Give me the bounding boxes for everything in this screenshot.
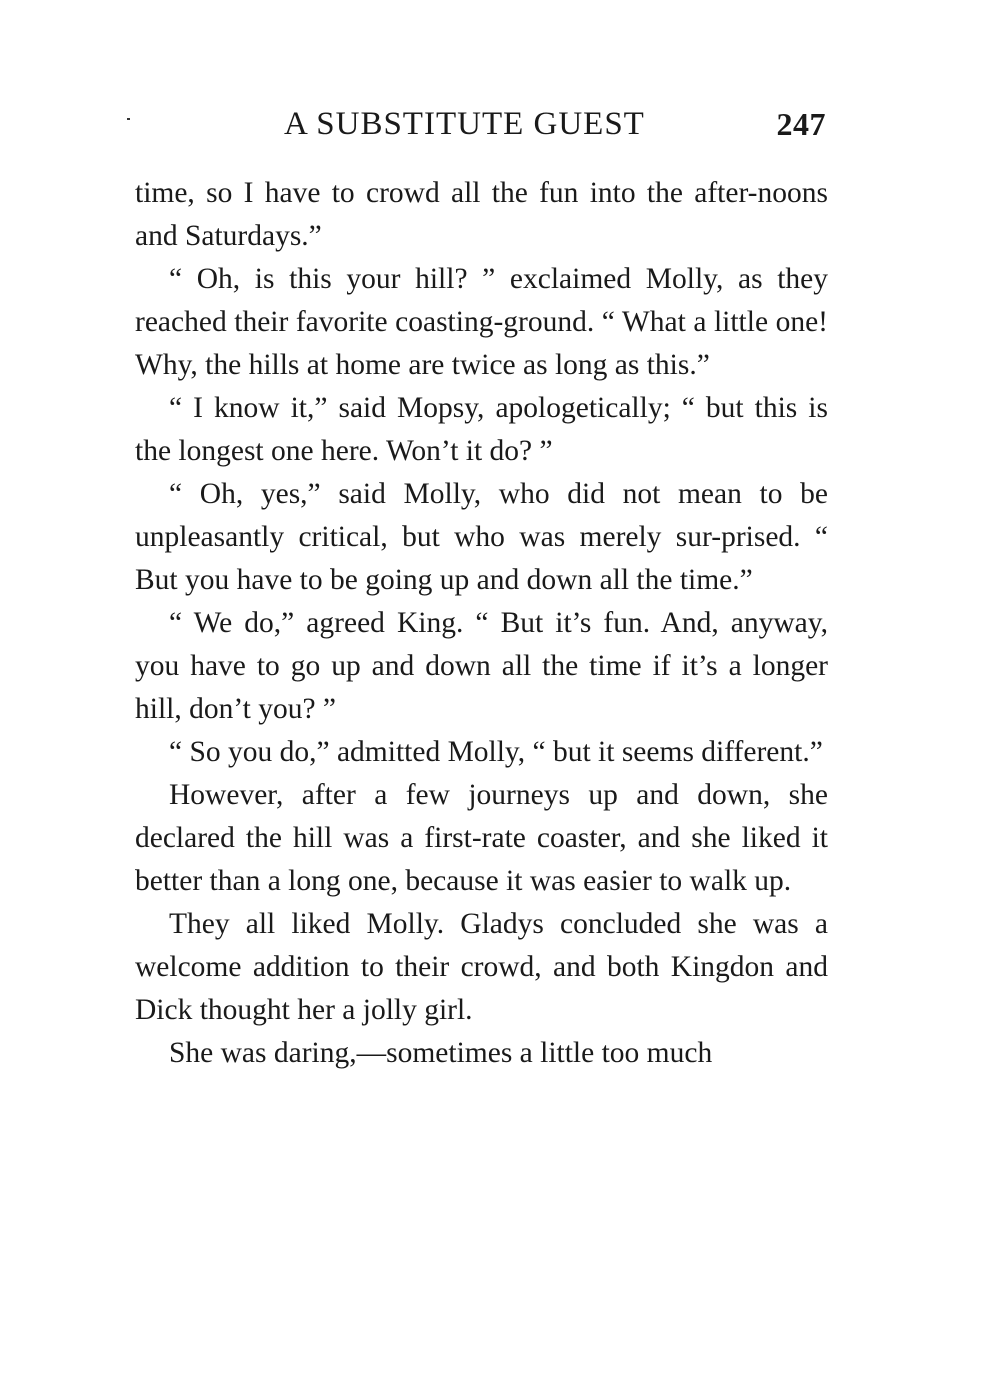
paragraph: They all liked Molly. Gladys concluded she was a welcome addition to their crowd, and both Kingdon and Dick thought her a jolly girl.	[135, 908, 828, 1026]
page-header	[135, 106, 830, 152]
paragraph: “ Oh, yes,” said Molly, who did not mean to be unpleasantly critical, but who was merely sur-prised. “ But you have to be going up and down all the time.”	[135, 478, 828, 596]
paragraph: “ So you do,” admitted Molly, “ but it seems different.”	[169, 736, 823, 768]
paragraph: “ We do,” agreed King. “ But it’s fun. And, anyway, you have to go up and down all the time if it’s a longer hill, don’t you? ”	[135, 607, 828, 725]
paragraph: “ I know it,” said Mopsy, apologetically; “ but this is the longest one here. Won’t it do? ”	[135, 392, 828, 467]
running-head: A SUBSTITUTE GUEST	[284, 106, 645, 142]
paragraph: time, so I have to crowd all the fun into the after-noons and Saturdays.”	[135, 177, 828, 252]
paragraph: “ Oh, is this your hill? ” exclaimed Molly, as they reached their favorite coasting-ground. “ What a little one! Why, the hills at home are twice as long as this.”	[135, 263, 828, 381]
body-text	[135, 172, 828, 1075]
page-number: 247	[776, 106, 826, 142]
paragraph: She was daring,—sometimes a little too much	[169, 1037, 713, 1069]
ink-speck	[127, 118, 130, 120]
paragraph: However, after a few journeys up and down, she declared the hill was a first-rate coaster, and she liked it better than a long one, because it was easier to walk up.	[135, 779, 828, 897]
